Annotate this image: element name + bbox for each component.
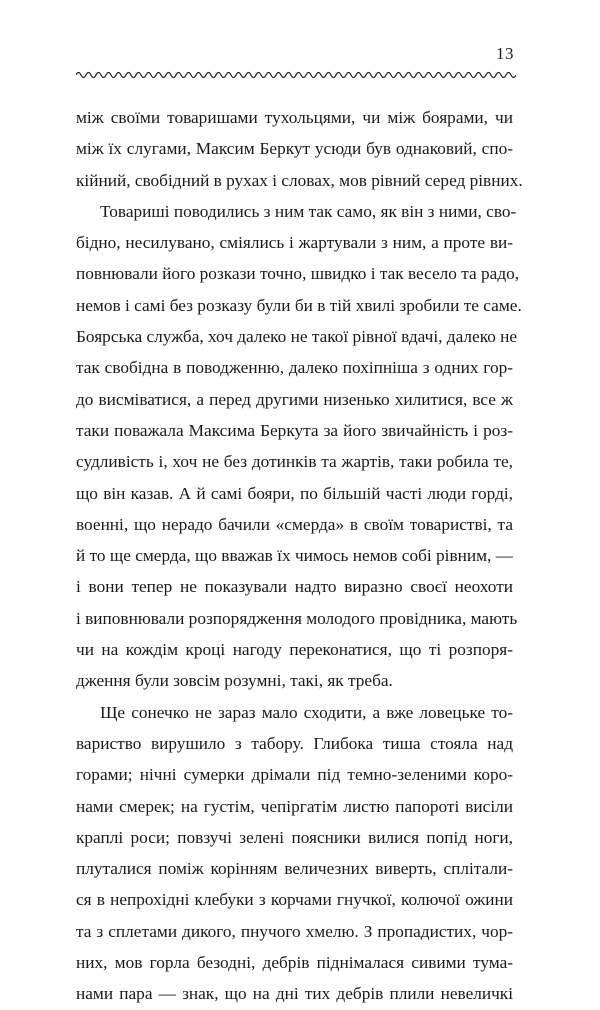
page-number: 13 [496,44,514,63]
body-text [76,102,523,1010]
text-line: ся в непрохідні клебуки з корчами гнучкої, колючої ожини [76,890,513,910]
text-line: горами; нічні сумерки дрімали під темно-зеленими коро- [76,765,513,785]
text-line: чи на кождім кроці нагоду переконатися, що ті розпоря- [76,640,513,660]
text-line: і виповнювали розпорядження молодого провідника, мають [76,608,518,628]
text-line: нами смерек; на густім, чепіргатім листю папороті висіли [76,796,513,816]
text-line: нами пара — знак, що на дні тих дебрів плили невеличкі [76,984,513,1004]
text-line: що він казав. А й самі бояри, по більшій часті люди горді, [76,483,513,503]
text-line: немов і самі без розказу були би в тій хвилі зробили те саме. [76,295,522,315]
text-line: повнювали його розкази точно, швидко і так весело та радо, [76,264,520,284]
text-line: і вони тепер не показували надто виразно своєї неохоти [76,577,513,597]
text-line: між своїми товаришами тухольцями, чи між боярами, чи [76,108,513,127]
text-line: бідно, несилувано, сміялись і жартували з ним, а проте ви- [76,233,513,253]
wavy-divider [76,68,516,82]
text-line: дження були зовсім розумні, такі, як треба. [76,671,393,691]
text-line: судливість і, хоч не без дотинків та жартів, таки робила те, [76,452,513,472]
text-line: вариство вирушило з табору. Глибока тиша стояла над [76,733,513,753]
text-line: та з сплетами дикого, пнучого хмелю. З пропадистих, чор- [76,921,513,941]
text-line: кійний, свобідний в рухах і словах, мов рівний серед рівних. [76,170,523,190]
text-line: таки поважала Максима Беркута за його звичайність і роз- [76,420,513,440]
text-line: краплі роси; повзучі зелені поясники вилися попід ноги, [76,827,513,847]
text-line: Товариші поводились з ним так само, як він з ними, сво- [100,201,517,221]
text-line: них, мов горла безодні, дебрів піднімалася сивими тума- [76,953,513,973]
text-line: Ще сонечко не зараз мало сходити, а вже ловецьке то- [100,702,513,722]
text-line: военні, що нерадо бачили «смерда» в своїм товаристві, та [76,514,513,534]
text-line: Боярська служба, хоч далеко не такої рівної вдачі, далеко не [76,327,518,347]
text-line: так свобідна в поводженню, далеко похіпніша з одних гор- [76,358,513,378]
text-line: між їх слугами, Максим Беркут усюди був однаковий, спо- [76,139,513,159]
text-line: плуталися поміж корінням величезних виверть, сплітали- [76,859,513,879]
wavy-divider-line [76,73,516,78]
text-line: до висміватися, а перед другими низенько хилитися, все ж [76,389,513,409]
text-line: й то ще смерда, що вважав їх чимось немов собі рівним, — [76,546,513,566]
